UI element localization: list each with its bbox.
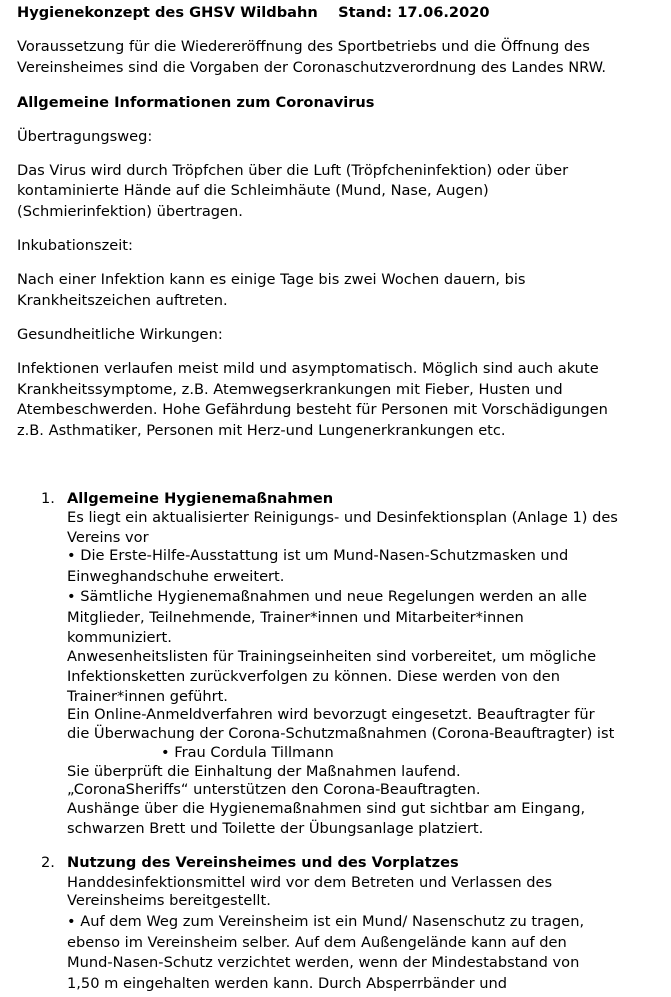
section-1-line: Es liegt ein aktualisierter Reinigungs- und Desinfektionsplan (Anlage 1) des [67,509,618,526]
section-1-title: Allgemeine Hygienemaßnahmen [67,490,334,507]
section-1-line: Mitglieder, Teilnehmende, Trainer*innen und Mitarbeiter*innen [67,609,524,626]
section-2-line: Vereinsheims bereitgestellt. [67,892,271,909]
transmission-text: (Schmierinfektion) übertragen. [17,203,243,220]
section-1-line: Vereins vor [67,529,149,546]
corona-officer-item: • Frau Cordula Tillmann [161,744,334,761]
intro-line: Vereinsheimes sind die Vorgaben der Coronaschutzverordnung des Landes NRW. [17,59,607,76]
document-title: Hygienekonzept des GHSV Wildbahn [17,4,318,21]
health-text: Atembeschwerden. Hohe Gefährdung besteht für Personen mit Vorschädigungen [17,401,608,418]
section-1-line: „CoronaSheriffs“ unterstützen den Corona-Beauftragten. [67,781,481,798]
section-1-line: Sie überprüft die Einhaltung der Maßnahmen laufend. [67,763,461,780]
intro-line: Voraussetzung für die Wiedereröffnung des Sportbetriebs und die Öffnung des [17,38,590,55]
section-2-number: 2. [41,854,55,871]
incubation-text: Krankheitszeichen auftreten. [17,292,228,309]
transmission-text: Das Virus wird durch Tröpfchen über die Luft (Tröpfcheninfektion) oder über [17,162,569,179]
section-2-line: 1,50 m eingehalten werden kann. Durch Absperrbänder und [67,975,508,992]
section-1-line: Aushänge über die Hygienemaßnahmen sind gut sichtbar am Eingang, [67,800,586,817]
section-1-line: • Die Erste-Hilfe-Ausstattung ist um Mund-Nasen-Schutzmasken und [67,547,569,564]
section-2-line: Mund-Nasen-Schutz verzichtet werden, wenn der Mindestabstand von [67,954,580,971]
section-1-line: kommuniziert. [67,629,172,646]
section-1-line: Anwesenheitslisten für Trainingseinheiten sind vorbereitet, um mögliche [67,648,597,665]
section-2-title: Nutzung des Vereinsheimes und des Vorplatzes [67,854,459,871]
document-header [17,3,490,23]
info-heading: Allgemeine Informationen zum Coronavirus [17,94,375,111]
section-2-line: • Auf dem Weg zum Vereinsheim ist ein Mund/ Nasenschutz zu tragen, [67,913,585,930]
transmission-text: kontaminierte Hände auf die Schleimhäute (Mund, Nase, Augen) [17,182,489,199]
health-text: Krankheitssymptome, z.B. Atemwegserkrankungen mit Fieber, Husten und [17,381,563,398]
section-1-number: 1. [41,490,55,507]
section-1-line: schwarzen Brett und Toilette der Übungsanlage platziert. [67,820,484,837]
health-label: Gesundheitliche Wirkungen: [17,326,223,343]
section-1-line: Infektionsketten zurückverfolgen zu können. Diese werden von den [67,668,561,685]
section-2-line: Handdesinfektionsmittel wird vor dem Betreten und Verlassen des [67,874,553,891]
section-1-line: Ein Online-Anmeldverfahren wird bevorzugt eingesetzt. Beauftragter für [67,706,595,723]
section-2-line: ebenso im Vereinsheim selber. Auf dem Außengelände kann auf den [67,934,567,951]
transmission-label: Übertragungsweg: [17,128,153,145]
section-1-line: • Sämtliche Hygienemaßnahmen und neue Regelungen werden an alle [67,588,587,605]
health-text: Infektionen verlaufen meist mild und asymptomatisch. Möglich sind auch akute [17,360,599,377]
document-date: Stand: 17.06.2020 [338,4,490,21]
section-1-line: die Überwachung der Corona-Schutzmaßnahmen (Corona-Beauftragter) ist [67,725,615,742]
incubation-text: Nach einer Infektion kann es einige Tage bis zwei Wochen dauern, bis [17,271,526,288]
section-1-line: Trainer*innen geführt. [67,688,228,705]
incubation-label: Inkubationszeit: [17,237,133,254]
health-text: z.B. Asthmatiker, Personen mit Herz-und Lungenerkrankungen etc. [17,422,506,439]
section-1-line: Einweghandschuhe erweitert. [67,568,285,585]
